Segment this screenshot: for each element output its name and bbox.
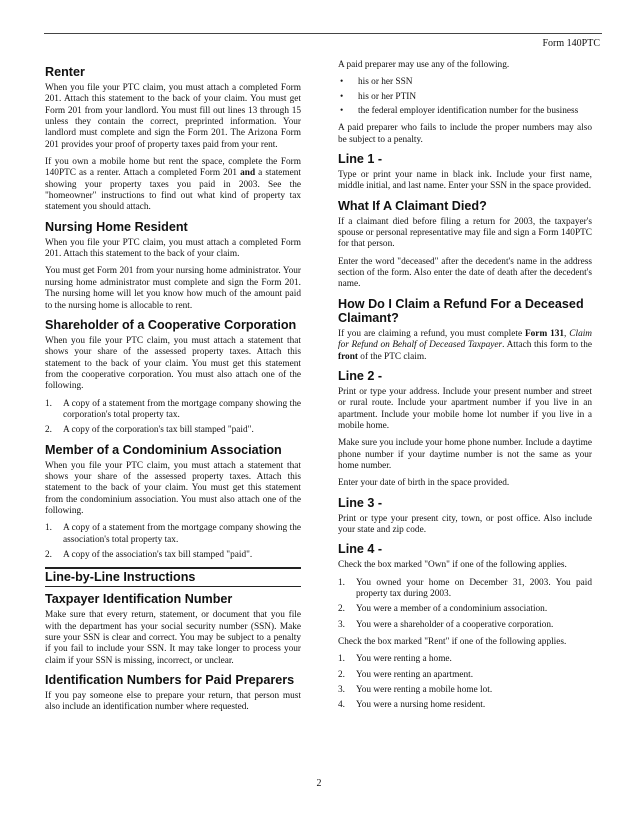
preparers-paragraph-3: A paid preparer who fails to include the proper numbers may also be subject to a penalty. bbox=[338, 123, 592, 145]
line-by-line-heading: Line-by-Line Instructions bbox=[45, 570, 196, 585]
coop-heading: Shareholder of a Cooperative Corporation bbox=[45, 317, 297, 332]
list-item: 3. You were a shareholder of a cooperative corporation. bbox=[338, 619, 554, 630]
refund-paragraph: If you are claiming a refund, you must complete Form 131, Claim for Refund on Behalf of Deceased Taxpayer. Attach this form to the front of the PTC claim. bbox=[338, 328, 593, 362]
preparers-paragraph-2: A paid preparer may use any of the following. bbox=[338, 60, 510, 70]
rent-list bbox=[338, 654, 592, 711]
list-item: 2. You were renting an apartment. bbox=[338, 669, 474, 680]
line2-paragraph-3: Enter your date of birth in the space provided. bbox=[338, 478, 510, 489]
right-column bbox=[338, 60, 592, 718]
line2-paragraph-2: Make sure you include your home phone number. Include a daytime phone number if your daytime number is not the same as your home number. bbox=[338, 438, 592, 471]
page-number: 2 bbox=[316, 778, 322, 789]
coop-paragraph: When you file your PTC claim, you must attach a statement that shows your share of the assessed property taxes. Attach this statement to the back of your claim. You must get this statement from the cooperative corporation. You must also attach one of the following. bbox=[45, 335, 301, 392]
section-rule-top bbox=[45, 567, 301, 569]
header-rule bbox=[44, 33, 602, 34]
list-item: 1. A copy of a statement from the mortgage company showing the association's total property tax. bbox=[45, 523, 301, 545]
list-item: • his or her PTIN bbox=[338, 92, 592, 103]
renter-mobile-paragraph: If you own a mobile home but rent the space, complete the Form 140PTC as a renter. Attach a completed Form 201 and a statement showing your property taxes you paid in 2003. See the "homeowner" instructions to find out what kind of property tax statement you should attach. bbox=[45, 157, 302, 213]
section-rule-bottom bbox=[45, 586, 301, 587]
preparers-heading: Identification Numbers for Paid Preparers bbox=[45, 673, 295, 688]
line3-heading: Line 3 - bbox=[338, 495, 383, 510]
nursing-paragraph-2: You must get Form 201 from your nursing home administrator. Your nursing home administrator must complete and sign the Form 201. The nursing home will let you know how much of the amount paid to the nursing home is allocable to rent. bbox=[45, 266, 301, 311]
list-item: • his or her SSN bbox=[338, 77, 592, 88]
line4-heading: Line 4 - bbox=[338, 542, 383, 557]
line1-paragraph: Type or print your name in black ink. Include your first name, middle initial, and last name. Enter your SSN in the space provided. bbox=[338, 170, 592, 192]
renter-paragraph: When you file your PTC claim, you must attach a completed Form 201. Attach this statement to the back of your claim. You must get Form 201 from your landlord. You must fill out lines 13 through 15 unless they contain the correct, preprinted information. Your landlord must complete and sign the Form 201. The Arizona Form 201 provides your proof of property taxes paid from your rent. bbox=[45, 83, 301, 150]
line4-paragraph-1: Check the box marked "Own" if one of the following applies. bbox=[338, 560, 567, 571]
list-item: 1. You owned your home on December 31, 2003. You paid property tax during 2003. bbox=[338, 577, 592, 599]
died-paragraph-1: If a claimant died before filing a return for 2003, the taxpayer's spouse or personal representative may file and sign a Form 140PTC for that person. bbox=[338, 216, 592, 250]
renter-heading: Renter bbox=[45, 65, 85, 79]
list-item: 2. A copy of the association's tax bill stamped "paid". bbox=[45, 550, 253, 560]
list-item: 2. You were a member of a condominium association. bbox=[338, 604, 548, 615]
preparers-paragraph-1: If you pay someone else to prepare your return, that person must also include an identification number where requested. bbox=[45, 691, 301, 713]
died-heading: What If A Claimant Died? bbox=[338, 198, 487, 213]
line3-paragraph: Print or type your present city, town, or post office. Also include your state and zip code. bbox=[338, 513, 592, 535]
condo-heading: Member of a Condominium Association bbox=[45, 442, 282, 457]
line1-heading: Line 1 - bbox=[338, 152, 383, 167]
preparers-bullets bbox=[338, 77, 592, 117]
nursing-heading: Nursing Home Resident bbox=[45, 219, 188, 234]
list-item: • the federal employer identification number for the business bbox=[338, 106, 592, 117]
line2-paragraph-1: Print or type your address. Include your present number and street or rural route. Include your apartment number if you live in an apartment. Include your mobile home lot number if you live in a mobile home. bbox=[338, 386, 592, 431]
own-list bbox=[338, 578, 592, 631]
coop-list bbox=[45, 399, 301, 437]
condo-paragraph: When you file your PTC claim, you must attach a statement that shows your share of the assessed property taxes. Attach this statement to the back of your claim. You must get this statement from the condominium association. You must also attach one of the following. bbox=[45, 460, 301, 516]
list-item: 1. A copy of a statement from the mortgage company showing the corporation's total property tax. bbox=[45, 398, 301, 420]
taxpayer-id-heading: Taxpayer Identification Number bbox=[45, 592, 233, 607]
list-item: 2. A copy of the corporation's tax bill stamped "paid". bbox=[45, 425, 254, 436]
line4-paragraph-2: Check the box marked "Rent" if one of the following applies. bbox=[338, 637, 567, 647]
condo-list bbox=[45, 523, 301, 561]
refund-heading: How Do I Claim a Refund For a Deceased Claimant? bbox=[338, 296, 584, 325]
left-column bbox=[45, 60, 301, 720]
died-paragraph-2: Enter the word "deceased" after the decedent's name in the address section of the form. Also enter the date of death after the decedent's name. bbox=[338, 256, 592, 290]
line2-heading: Line 2 - bbox=[338, 368, 383, 383]
nursing-paragraph-1: When you file your PTC claim, you must attach a completed Form 201. Attach this statement to the back of your claim. bbox=[45, 237, 301, 260]
list-item: 1. You were renting a home. bbox=[338, 654, 452, 665]
form-name: Form 140PTC bbox=[542, 38, 600, 49]
list-item: 3. You were renting a mobile home lot. bbox=[338, 685, 493, 696]
taxpayer-id-paragraph: Make sure that every return, statement, or document that you file with the department has your social security number (SSN). Make sure your SSN is clear and correct. You may be subject to a penalty if you fail to include your SSN. It may take longer to process your claim if your SSN is missing, incorrect, or unclear. bbox=[45, 610, 301, 666]
list-item: 4. You were a nursing home resident. bbox=[338, 700, 486, 711]
